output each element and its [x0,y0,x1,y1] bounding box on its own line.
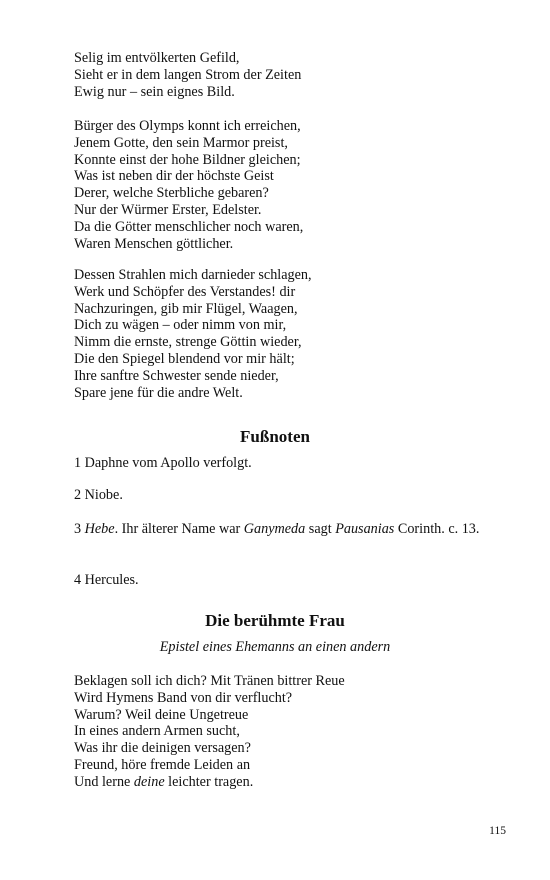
verse-line: Sieht er in dem langen Strom der Zeiten [74,66,302,83]
verse-line: Ewig nur – sein eignes Bild. [74,83,235,100]
verse-line: Jenem Gotte, den sein Marmor preist, [74,134,288,151]
verse-emphasis: deine [133,773,165,790]
verse-line: Waren Menschen göttlicher. [74,235,234,252]
footnote-3-author: Pausanias [335,521,395,537]
footnotes-heading: Fußnoten [240,427,310,446]
verse-line: Dessen Strahlen mich darnieder schlagen, [74,267,312,283]
page-number: 115 [489,825,506,837]
verse-line: In eines andern Armen sucht, [74,723,240,740]
verse-text: leichter tragen. [168,773,254,790]
verse-line: Die den Spiegel blendend vor mir hält; [74,350,295,367]
poem-title: Die berühmte Frau [205,611,345,630]
verse-line: Da die Götter menschlicher noch waren, [74,218,304,235]
footnote-3 [74,521,506,538]
verse-line: Warum? Weil deine Ungetreue [74,706,249,723]
verse-line: Nimm die ernste, strenge Göttin wieder, [74,334,302,351]
footnote-3-reference: Corinth. c. 13. [397,521,480,537]
footnote-3-text: . Ihr älterer Name war [114,521,241,537]
verse-line: Wird Hymens Band von dir verflucht? [74,689,293,706]
verse-line: Was ihr die deinigen versagen? [74,740,251,757]
verse-line: Dich zu wägen – oder nimm von mir, [74,317,287,334]
verse-line: Bürger des Olymps konnt ich erreichen, [74,118,301,134]
poem-stanza-2 [74,118,303,252]
verse-line: Konnte einst der hohe Bildner gleichen; [74,151,301,168]
footnote-3-name: Ganymeda [243,521,306,537]
footnote-3-number: 3 [74,521,82,537]
footnote-4: 4 Hercules. [74,572,139,588]
verse-line-last [74,774,345,791]
verse-text: Und lerne [74,773,131,790]
poem-stanza-3 [74,267,312,401]
verse-line: Spare jene für die andre Welt. [74,384,243,401]
verse-line: Derer, welche Sterbliche gebaren? [74,185,269,202]
poem-subtitle: Epistel eines Ehemanns an einen andern [159,639,391,655]
verse-line: Beklagen soll ich dich? Mit Tränen bittrer Reue [74,673,345,689]
verse-line: Nachzuringen, gib mir Flügel, Waagen, [74,300,298,317]
poem-stanza-1 [74,50,301,100]
verse-line: Freund, höre fremde Leiden an [74,756,251,773]
verse-line: Nur der Würmer Erster, Edelster. [74,201,262,218]
footnote-3-term: Hebe [84,521,115,537]
footnote-3-text-mid: sagt [308,521,332,537]
footnote-1: 1 Daphne vom Apollo verfolgt. [74,455,252,471]
poem-2-stanza [74,673,345,791]
footnote-2: 2 Niobe. [74,487,123,503]
verse-line: Werk und Schöpfer des Verstandes! dir [74,283,296,300]
verse-line: Was ist neben dir der höchste Geist [74,168,274,185]
verse-line: Selig im entvölkerten Gefild, [74,50,240,66]
verse-line: Ihre sanftre Schwester sende nieder, [74,367,279,384]
